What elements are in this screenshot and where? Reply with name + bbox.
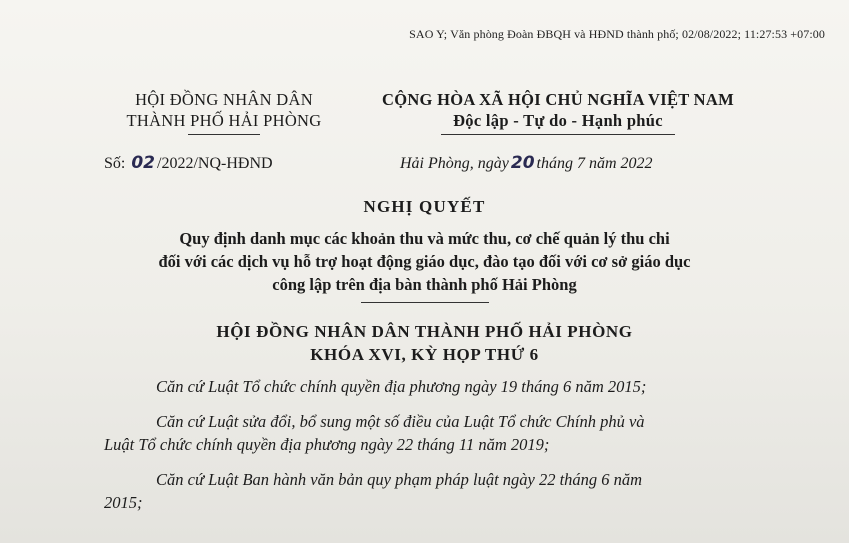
handwritten-number: 02 — [131, 153, 156, 173]
subtitle-underline — [361, 302, 489, 303]
issuer-block — [104, 89, 344, 135]
council-heading — [0, 320, 849, 366]
national-header — [360, 89, 756, 135]
nation-name: CỘNG HÒA XÃ HỘI CHỦ NGHĨA VIỆT NAM — [381, 90, 734, 109]
digital-copy-stamp: SAO Y; Văn phòng Đoàn ĐBQH và HĐND thành phố; 02/08/2022; 11:27:53 +07:00 — [409, 27, 825, 41]
subtitle-line-2: đối với các dịch vụ hỗ trợ hoạt động giáo dục, đào tạo đối với cơ sở giáo dục — [158, 252, 691, 271]
issuer-line-1: HỘI ĐỒNG NHÂN DÂN — [135, 90, 313, 109]
clause-text-continued: Luật Tổ chức chính quyền địa phương ngày 22 tháng 11 năm 2019; — [104, 435, 550, 454]
document-body — [104, 375, 766, 526]
subtitle-line-3: công lập trên địa bàn thành phố Hải Phòng — [272, 275, 577, 294]
issue-date — [400, 153, 653, 173]
clause-text: Căn cứ Luật sửa đổi, bổ sung một số điều của Luật Tổ chức Chính phủ và — [156, 412, 645, 431]
document-title: NGHỊ QUYẾT — [363, 197, 486, 216]
date-prefix: Hải Phòng, ngày — [400, 155, 509, 172]
clause-paragraph — [104, 410, 766, 456]
document-subtitle — [0, 227, 849, 303]
motto-underline — [441, 134, 675, 135]
handwritten-day: 20 — [510, 153, 535, 173]
clause-paragraph — [104, 375, 766, 398]
clause-text: Căn cứ Luật Tổ chức chính quyền địa phương ngày 19 tháng 6 năm 2015; — [156, 377, 647, 396]
issuer-line-2: THÀNH PHỐ HẢI PHÒNG — [126, 111, 322, 130]
date-suffix: tháng 7 năm 2022 — [536, 155, 653, 172]
document-number — [104, 153, 273, 173]
number-suffix: /2022/NQ-HĐND — [157, 155, 273, 172]
nation-motto: Độc lập - Tự do - Hạnh phúc — [453, 111, 663, 130]
council-line-2: KHÓA XVI, KỲ HỌP THỨ 6 — [310, 345, 539, 364]
number-prefix: Số: — [104, 155, 126, 172]
issuer-underline — [188, 134, 260, 135]
clause-text: Căn cứ Luật Ban hành văn bản quy phạm pháp luật ngày 22 tháng 6 năm — [156, 470, 643, 489]
council-line-1: HỘI ĐỒNG NHÂN DÂN THÀNH PHỐ HẢI PHÒNG — [216, 322, 633, 341]
clause-text-continued: 2015; — [104, 493, 143, 512]
subtitle-line-1: Quy định danh mục các khoản thu và mức thu, cơ chế quản lý thu chi — [179, 229, 670, 248]
clause-paragraph — [104, 468, 766, 514]
